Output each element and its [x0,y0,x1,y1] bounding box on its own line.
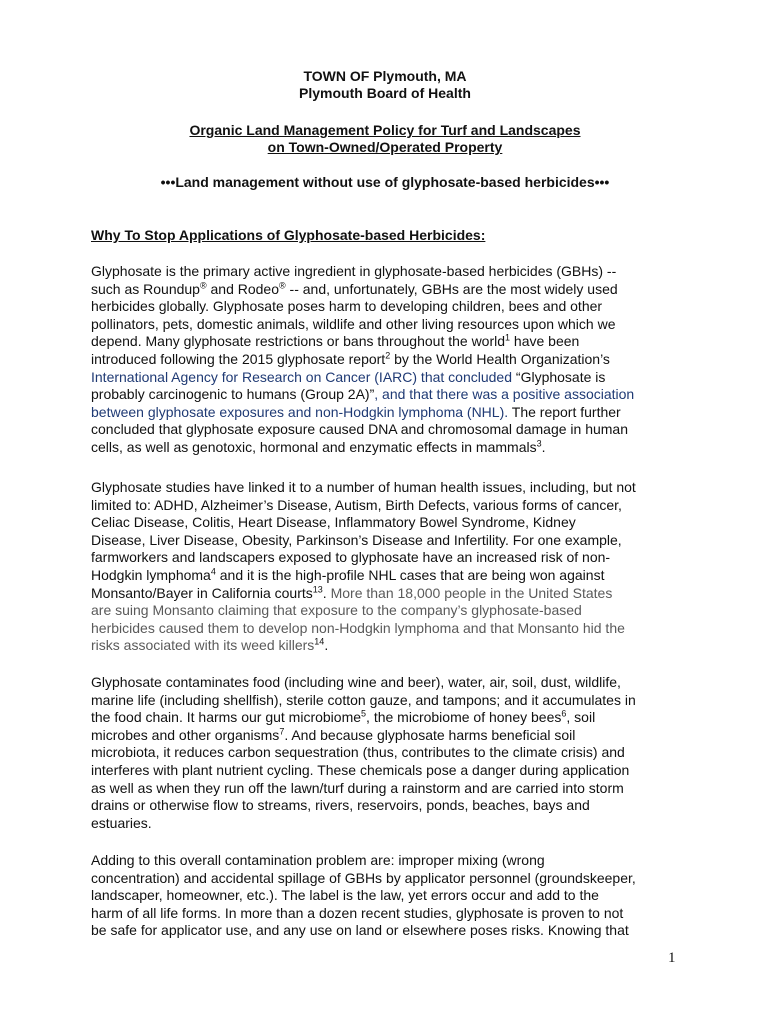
paragraph-1: Glyphosate is the primary active ingredient in glyphosate-based herbicides (GBHs) -- such as Roundup® and Rodeo® -- and, unfortunately, GBHs are the most widely used herbicides globally. Glyphosate poses harm to developing children, bees and other pollinators, pets, domestic animals, wildlife and other living resources upon which we depend. Many glyphosate restrictions or bans throughout the world$^1$ have been introduced following the 2015 glyphosate report$^2$ by the World Health Organization’s International Agency for Research on Cancer (IARC) that concluded “Glyphosate is probably carcinogenic to humans (Group 2A)”, and that there was a positive association between glyphosate exposures and non-Hodgkin lymphoma (NHL). The report further concluded that glyphosate exposure caused DNA and chromosomal damage in human cells, as well as genotoxic, hormonal and enzymatic effects in mammals$^3$. [91,263,635,455]
page-number: 1 [668,950,676,966]
policy-title-line2: on Town-Owned/Operated Property [267,139,503,155]
town-header: TOWN OF Plymouth, MA [303,68,467,84]
paragraph-2: Glyphosate studies have linked it to a number of human health issues, including, but not limited to: ADHD, Alzheimer’s Disease, Autism, Birth Defects, various forms of cancer, Celiac Disease, Colitis, Heart Disease, Inflammatory Bowel Syndrome, Kidney Disease, Liver Disease, Obesity, Parkinson’s Disease and Infertility. For one example, farmworkers and landscapers exposed to glyphosate have an increased risk of non- Hodgkin lymphoma$^4$ and it is the high-profile NHL cases that are being won against Monsanto/Bayer in California courts$^{13}$. More than 18,000 people in the United States are suing Monsanto claiming that exposure to the company’s glyphosate-based herbicides caused them to develop non-Hodgkin lymphoma and that Monsanto hid the risks associated with its weed killers$^{14}$. [91,479,636,654]
section-heading: Why To Stop Applications of Glyphosate-based Herbicides: [91,227,486,243]
iarc-link-text: International Agency for Research on Cancer (IARC) that concluded [91,368,513,385]
policy-tagline: •••Land management without use of glyphosate-based herbicides••• [160,174,610,190]
paragraph-4: Adding to this overall contamination problem are: improper mixing (wrong concentration) and accidental spillage of GBHs by applicator personnel (groundskeeper, landscaper, homeowner, etc.). The label is the law, yet errors occur and add to the harm of all life forms. In more than a dozen recent studies, glyphosate is proven to not be safe for applicator use, and any use on land or elsewhere poses risks. Knowing that [91,852,636,939]
paragraph-3: Glyphosate contaminates food (including wine and beer), water, air, soil, dust, wildlife, marine life (including shellfish), sterile cotton gauze, and tampons; and it accumulates in the food chain. It harms our gut microbiome$^5$, the microbiome of honey bees$^6$, soil microbes and other organisms$^7$. And because glyphosate harms beneficial soil microbiota, it reduces carbon sequestration (thus, contributes to the climate crisis) and interferes with plant nutrient cycling. These chemicals pose a danger during application as well as when they run off the lawn/turf during a rainstorm and are carried into storm drains or otherwise flow to streams, rivers, reservoirs, ponds, beaches, bays and estuaries. [91,674,636,831]
policy-title-line1: Organic Land Management Policy for Turf and Landscapes [189,122,581,138]
board-header: Plymouth Board of Health [299,85,471,101]
